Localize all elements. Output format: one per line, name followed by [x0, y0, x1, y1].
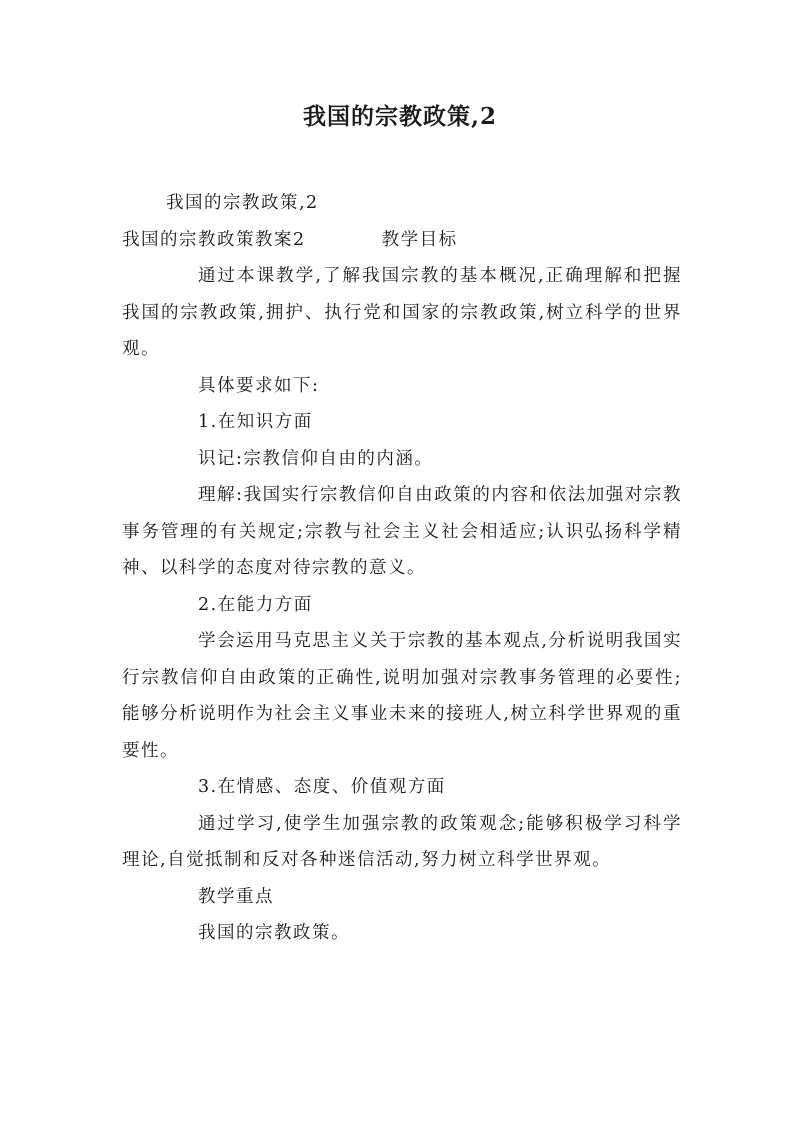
teaching-goal-label: 教学目标 [381, 229, 458, 250]
ability-paragraph: 学会运用马克思主义关于宗教的基本观点,分析说明我国实行宗教信仰自由政策的正确性,说明加强对宗教事务管理的必要性;能够分析说明作为社会主义事业未来的接班人,树立科学世界观的重要性。 [122, 631, 682, 761]
document-body [122, 185, 682, 952]
knowledge-heading: 1.在知识方面 [198, 412, 313, 432]
spacer [306, 222, 382, 259]
requirements-paragraph: 具体要求如下: [198, 375, 320, 396]
intro-paragraph: 通过本课教学,了解我国宗教的基本概况,正确理解和把握我国的宗教政策,拥护、执行党和国家的宗教政策,树立科学的世界观。 [122, 266, 682, 359]
key-point-paragraph: 我国的宗教政策。 [198, 923, 350, 943]
document-subtitle: 我国的宗教政策,2 [166, 193, 319, 213]
key-point-heading: 教学重点 [198, 886, 274, 907]
lesson-plan-line [122, 222, 682, 259]
document-title: 我国的宗教政策,2 [302, 103, 497, 130]
ability-heading: 2.在能力方面 [198, 594, 313, 615]
values-paragraph: 通过学习,使学生加强宗教的政策观念;能够积极学习科学理论,自觉抵制和反对各种迷信活动,努力树立科学世界观。 [122, 813, 682, 870]
knowledge-understand-paragraph: 理解:我国实行宗教信仰自由政策的内容和依法加强对宗教事务管理的有关规定;宗教与社会主义社会相适应;认识弘扬科学精神、以科学的态度对待宗教的意义。 [122, 485, 682, 578]
values-heading: 3.在情感、态度、价值观方面 [198, 777, 446, 797]
knowledge-recall-paragraph: 识记:宗教信仰自由的内涵。 [198, 448, 434, 469]
lesson-plan-label: 我国的宗教政策教案2 [122, 229, 306, 250]
